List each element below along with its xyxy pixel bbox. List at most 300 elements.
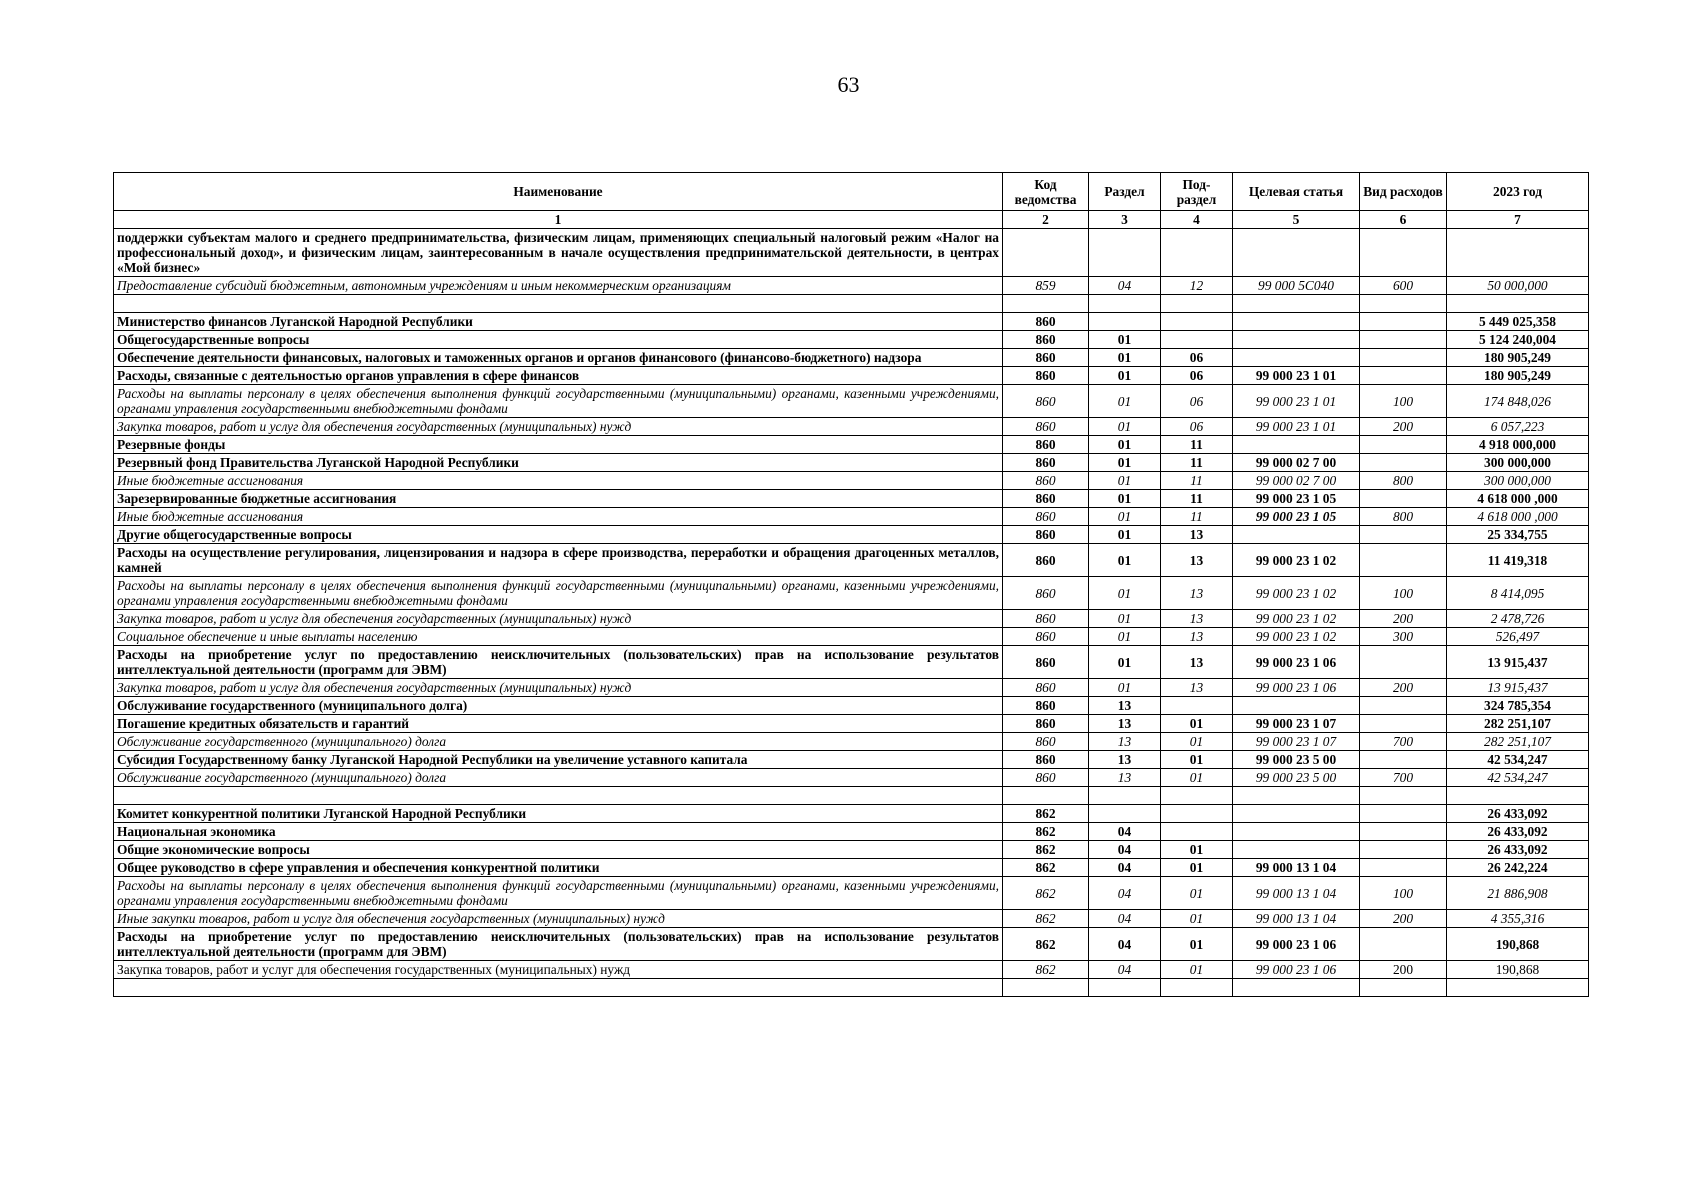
row-section: 01 [1089,508,1161,526]
row-target: 99 000 23 5 00 [1233,769,1360,787]
table-row [114,769,1589,787]
row-code: 860 [1003,490,1089,508]
table-row [114,877,1589,910]
row-kind [1360,859,1447,877]
row-name: Зарезервированные бюджетные ассигнования [114,490,1003,508]
row-kind: 200 [1360,961,1447,979]
row-code: 862 [1003,928,1089,961]
row-subsection: 01 [1161,859,1233,877]
column-number: 1 [114,211,1003,229]
row-kind: 700 [1360,769,1447,787]
row-subsection [1161,805,1233,823]
row-code: 860 [1003,349,1089,367]
row-code [1003,787,1089,805]
row-target: 99 000 23 1 01 [1233,367,1360,385]
row-target: 99 000 23 1 07 [1233,733,1360,751]
row-kind: 100 [1360,385,1447,418]
header-name: Наименование [114,173,1003,211]
row-target [1233,823,1360,841]
row-section [1089,979,1161,997]
row-kind: 800 [1360,472,1447,490]
row-subsection: 06 [1161,385,1233,418]
row-subsection: 12 [1161,277,1233,295]
row-subsection: 11 [1161,490,1233,508]
row-kind [1360,454,1447,472]
header-section: Раздел [1089,173,1161,211]
row-name: Комитет конкурентной политики Луганской Народной Республики [114,805,1003,823]
row-target [1233,841,1360,859]
row-target: 99 000 23 1 06 [1233,679,1360,697]
row-subsection: 13 [1161,646,1233,679]
row-code: 860 [1003,472,1089,490]
row-kind [1360,841,1447,859]
row-name: Резервный фонд Правительства Луганской Народной Республики [114,454,1003,472]
row-code: 860 [1003,733,1089,751]
row-target: 99 000 23 1 02 [1233,610,1360,628]
row-section: 04 [1089,961,1161,979]
row-section: 04 [1089,877,1161,910]
row-section: 13 [1089,733,1161,751]
table-row [114,805,1589,823]
row-amount: 300 000,000 [1447,454,1589,472]
row-name [114,979,1003,997]
row-target: 99 000 23 1 07 [1233,715,1360,733]
table-row [114,229,1589,277]
row-section: 04 [1089,277,1161,295]
row-kind [1360,229,1447,277]
row-name: Предоставление субсидий бюджетным, автономным учреждениям и иным некоммерческим организациям [114,277,1003,295]
row-subsection: 06 [1161,418,1233,436]
row-amount: 324 785,354 [1447,697,1589,715]
header-row [114,173,1589,211]
row-target: 99 000 13 1 04 [1233,877,1360,910]
table-row [114,385,1589,418]
table-row [114,646,1589,679]
row-code [1003,295,1089,313]
row-subsection [1161,313,1233,331]
row-code: 860 [1003,508,1089,526]
table-row [114,961,1589,979]
row-name: Закупка товаров, работ и услуг для обеспечения государственных (муниципальных) нужд [114,679,1003,697]
table-row [114,436,1589,454]
row-section: 04 [1089,859,1161,877]
header-subsection: Под-раздел [1161,173,1233,211]
row-section: 01 [1089,472,1161,490]
row-section: 01 [1089,577,1161,610]
table-row [114,277,1589,295]
header-code: Код ведомства [1003,173,1089,211]
row-section: 04 [1089,823,1161,841]
row-section: 01 [1089,349,1161,367]
row-target: 99 000 23 1 01 [1233,418,1360,436]
table-row [114,508,1589,526]
row-subsection: 13 [1161,628,1233,646]
row-kind [1360,436,1447,454]
row-subsection: 01 [1161,928,1233,961]
row-kind: 700 [1360,733,1447,751]
table-row [114,544,1589,577]
row-target: 99 000 23 1 02 [1233,577,1360,610]
row-amount: 42 534,247 [1447,751,1589,769]
row-amount [1447,979,1589,997]
table-row [114,697,1589,715]
row-code: 860 [1003,418,1089,436]
row-kind: 200 [1360,418,1447,436]
row-subsection: 01 [1161,751,1233,769]
row-code: 862 [1003,823,1089,841]
row-kind: 600 [1360,277,1447,295]
row-code: 862 [1003,877,1089,910]
row-amount: 300 000,000 [1447,472,1589,490]
row-name: поддержки субъектам малого и среднего предпринимательства, физическим лицам, применяющих специальный налоговый режим «Налог на профессиональный доход», и физическим лицам, заинтересованным в начале осуществления предпринимательской деятельности, в центрах «Мой бизнес» [114,229,1003,277]
row-code: 860 [1003,436,1089,454]
row-code: 860 [1003,385,1089,418]
row-section [1089,295,1161,313]
row-section: 01 [1089,610,1161,628]
row-code: 860 [1003,751,1089,769]
row-kind [1360,331,1447,349]
row-section: 01 [1089,526,1161,544]
row-code: 860 [1003,544,1089,577]
row-kind: 200 [1360,910,1447,928]
row-subsection: 01 [1161,733,1233,751]
row-subsection: 01 [1161,961,1233,979]
row-subsection [1161,823,1233,841]
row-code [1003,979,1089,997]
row-kind [1360,313,1447,331]
row-amount: 190,868 [1447,928,1589,961]
row-name: Общегосударственные вопросы [114,331,1003,349]
header-target: Целевая статья [1233,173,1360,211]
row-name: Общее руководство в сфере управления и обеспечения конкурентной политики [114,859,1003,877]
row-amount: 25 334,755 [1447,526,1589,544]
table-row [114,715,1589,733]
row-name: Обслуживание государственного (муниципального) долга [114,769,1003,787]
table-row [114,928,1589,961]
table-row [114,349,1589,367]
row-code: 860 [1003,577,1089,610]
table-row [114,787,1589,805]
row-code: 860 [1003,769,1089,787]
column-number: 2 [1003,211,1089,229]
row-name: Другие общегосударственные вопросы [114,526,1003,544]
row-target: 99 000 02 7 00 [1233,472,1360,490]
row-amount: 526,497 [1447,628,1589,646]
row-kind: 200 [1360,679,1447,697]
row-target [1233,295,1360,313]
table-row [114,490,1589,508]
row-subsection: 06 [1161,349,1233,367]
row-amount: 26 433,092 [1447,805,1589,823]
row-subsection [1161,979,1233,997]
row-name: Национальная экономика [114,823,1003,841]
row-target: 99 000 23 1 02 [1233,544,1360,577]
table-row [114,979,1589,997]
row-section: 01 [1089,646,1161,679]
row-amount: 190,868 [1447,961,1589,979]
row-amount: 13 915,437 [1447,646,1589,679]
row-amount: 8 414,095 [1447,577,1589,610]
row-target: 99 000 23 1 02 [1233,628,1360,646]
row-amount: 11 419,318 [1447,544,1589,577]
row-kind: 300 [1360,628,1447,646]
table-row [114,367,1589,385]
header-kind: Вид расходов [1360,173,1447,211]
table-row [114,577,1589,610]
column-number: 6 [1360,211,1447,229]
row-target: 99 000 13 1 04 [1233,910,1360,928]
row-target: 99 000 23 1 06 [1233,646,1360,679]
row-name [114,787,1003,805]
row-amount: 282 251,107 [1447,715,1589,733]
row-kind [1360,697,1447,715]
table-row [114,859,1589,877]
row-kind [1360,526,1447,544]
row-name: Расходы на выплаты персоналу в целях обеспечения выполнения функций государственными (муниципальными) органами, казенными учреждениями, органами управления государственными внебюджетными фондами [114,577,1003,610]
row-amount: 5 124 240,004 [1447,331,1589,349]
row-name: Закупка товаров, работ и услуг для обеспечения государственных (муниципальных) нужд [114,418,1003,436]
row-code: 862 [1003,805,1089,823]
row-code: 860 [1003,367,1089,385]
row-name: Обслуживание государственного (муниципального) долга [114,733,1003,751]
row-amount: 180 905,249 [1447,349,1589,367]
row-subsection: 11 [1161,436,1233,454]
row-target: 99 000 23 1 05 [1233,508,1360,526]
row-subsection [1161,229,1233,277]
table-row [114,610,1589,628]
row-target: 99 000 23 1 06 [1233,961,1360,979]
row-amount: 180 905,249 [1447,367,1589,385]
row-kind [1360,787,1447,805]
row-amount: 282 251,107 [1447,733,1589,751]
row-section: 01 [1089,628,1161,646]
row-subsection: 11 [1161,508,1233,526]
row-target [1233,436,1360,454]
row-section: 01 [1089,544,1161,577]
row-section: 13 [1089,751,1161,769]
row-name: Иные закупки товаров, работ и услуг для обеспечения государственных (муниципальных) нужд [114,910,1003,928]
row-kind [1360,751,1447,769]
row-subsection: 01 [1161,877,1233,910]
row-name: Обслуживание государственного (муниципального долга) [114,697,1003,715]
row-target [1233,697,1360,715]
row-amount: 4 618 000 ,000 [1447,490,1589,508]
row-target: 99 000 23 1 05 [1233,490,1360,508]
row-amount: 4 918 000,000 [1447,436,1589,454]
row-code: 862 [1003,961,1089,979]
row-name: Резервные фонды [114,436,1003,454]
row-code: 860 [1003,610,1089,628]
row-kind [1360,823,1447,841]
row-section: 01 [1089,490,1161,508]
row-name: Расходы на выплаты персоналу в целях обеспечения выполнения функций государственными (муниципальными) органами, казенными учреждениями, органами управления государственными внебюджетными фондами [114,385,1003,418]
row-target [1233,349,1360,367]
row-amount [1447,229,1589,277]
row-kind [1360,646,1447,679]
row-amount [1447,295,1589,313]
row-subsection: 11 [1161,454,1233,472]
row-name: Расходы, связанные с деятельностью органов управления в сфере финансов [114,367,1003,385]
row-section [1089,805,1161,823]
row-name: Иные бюджетные ассигнования [114,508,1003,526]
table-row [114,295,1589,313]
table-row [114,679,1589,697]
row-name: Закупка товаров, работ и услуг для обеспечения государственных (муниципальных) нужд [114,961,1003,979]
row-target: 99 000 23 1 06 [1233,928,1360,961]
row-target [1233,787,1360,805]
row-section: 13 [1089,697,1161,715]
row-name [114,295,1003,313]
row-name: Субсидия Государственному банку Луганской Народной Республики на увеличение уставного капитала [114,751,1003,769]
row-name: Иные бюджетные ассигнования [114,472,1003,490]
row-subsection: 01 [1161,910,1233,928]
row-code: 859 [1003,277,1089,295]
row-code: 860 [1003,715,1089,733]
row-name: Общие экономические вопросы [114,841,1003,859]
row-section: 13 [1089,769,1161,787]
table-row [114,331,1589,349]
row-section: 01 [1089,418,1161,436]
row-target: 99 000 5C040 [1233,277,1360,295]
row-amount: 4 355,316 [1447,910,1589,928]
row-code: 860 [1003,313,1089,331]
row-subsection: 01 [1161,841,1233,859]
row-amount: 21 886,908 [1447,877,1589,910]
row-section: 04 [1089,841,1161,859]
row-section: 01 [1089,331,1161,349]
row-subsection: 13 [1161,544,1233,577]
row-target [1233,331,1360,349]
row-code: 860 [1003,526,1089,544]
row-kind [1360,928,1447,961]
table-row [114,526,1589,544]
row-code: 862 [1003,841,1089,859]
row-code: 862 [1003,910,1089,928]
row-section: 01 [1089,436,1161,454]
row-kind: 800 [1360,508,1447,526]
row-kind [1360,715,1447,733]
row-subsection [1161,295,1233,313]
row-target [1233,805,1360,823]
row-section: 04 [1089,910,1161,928]
row-target [1233,526,1360,544]
row-section: 04 [1089,928,1161,961]
row-kind [1360,544,1447,577]
row-subsection: 13 [1161,679,1233,697]
row-amount: 2 478,726 [1447,610,1589,628]
row-subsection [1161,331,1233,349]
row-subsection: 01 [1161,769,1233,787]
row-code: 860 [1003,628,1089,646]
row-kind: 100 [1360,577,1447,610]
row-kind [1360,349,1447,367]
row-target [1233,229,1360,277]
row-kind [1360,805,1447,823]
table-row [114,472,1589,490]
row-name: Погашение кредитных обязательств и гарантий [114,715,1003,733]
table-body [114,229,1589,997]
row-name: Расходы на приобретение услуг по предоставлению неисключительных (пользовательских) прав на использование результатов интеллектуальной деятельности (программ для ЭВМ) [114,928,1003,961]
table-row [114,841,1589,859]
row-amount: 26 433,092 [1447,841,1589,859]
row-section [1089,229,1161,277]
row-amount: 50 000,000 [1447,277,1589,295]
row-section: 01 [1089,367,1161,385]
row-target: 99 000 02 7 00 [1233,454,1360,472]
row-code: 860 [1003,697,1089,715]
table-row [114,454,1589,472]
table-row [114,628,1589,646]
row-name: Социальное обеспечение и иные выплаты населению [114,628,1003,646]
row-section [1089,313,1161,331]
row-section: 13 [1089,715,1161,733]
row-subsection: 11 [1161,472,1233,490]
table-row [114,823,1589,841]
row-code: 860 [1003,646,1089,679]
column-number: 3 [1089,211,1161,229]
row-code: 860 [1003,454,1089,472]
row-target [1233,313,1360,331]
row-target [1233,979,1360,997]
row-amount [1447,787,1589,805]
row-code: 860 [1003,331,1089,349]
row-subsection [1161,787,1233,805]
page-number: 63 [837,72,860,97]
row-amount: 26 242,224 [1447,859,1589,877]
row-name: Расходы на приобретение услуг по предоставлению неисключительных (пользовательских) прав на использование результатов интеллектуальной деятельности (программ для ЭВМ) [114,646,1003,679]
row-amount: 13 915,437 [1447,679,1589,697]
column-number: 7 [1447,211,1589,229]
column-number-row [114,211,1589,229]
column-number: 5 [1233,211,1360,229]
row-kind [1360,979,1447,997]
row-name: Расходы на осуществление регулирования, лицензирования и надзора в сфере производства, переработки и обращения драгоценных металлов, камней [114,544,1003,577]
row-target: 99 000 23 5 00 [1233,751,1360,769]
table-row [114,910,1589,928]
row-section [1089,787,1161,805]
header-year: 2023 год [1447,173,1589,211]
row-amount: 4 618 000 ,000 [1447,508,1589,526]
row-kind: 100 [1360,877,1447,910]
table-row [114,733,1589,751]
row-amount: 174 848,026 [1447,385,1589,418]
row-amount: 42 534,247 [1447,769,1589,787]
row-subsection: 13 [1161,610,1233,628]
table-row [114,313,1589,331]
row-amount: 5 449 025,358 [1447,313,1589,331]
row-name: Закупка товаров, работ и услуг для обеспечения государственных (муниципальных) нужд [114,610,1003,628]
row-target: 99 000 23 1 01 [1233,385,1360,418]
row-subsection: 01 [1161,715,1233,733]
row-subsection: 06 [1161,367,1233,385]
row-amount: 6 057,223 [1447,418,1589,436]
row-section: 01 [1089,385,1161,418]
row-kind [1360,295,1447,313]
table-row [114,751,1589,769]
row-code [1003,229,1089,277]
row-section: 01 [1089,454,1161,472]
row-kind: 200 [1360,610,1447,628]
row-name: Обеспечение деятельности финансовых, налоговых и таможенных органов и органов финансового (финансово-бюджетного) надзора [114,349,1003,367]
row-name: Министерство финансов Луганской Народной Республики [114,313,1003,331]
budget-table [113,172,1589,997]
row-code: 862 [1003,859,1089,877]
row-subsection: 13 [1161,577,1233,610]
row-code: 860 [1003,679,1089,697]
row-name: Расходы на выплаты персоналу в целях обеспечения выполнения функций государственными (муниципальными) органами, казенными учреждениями, органами управления государственными внебюджетными фондами [114,877,1003,910]
row-kind [1360,490,1447,508]
row-section: 01 [1089,679,1161,697]
